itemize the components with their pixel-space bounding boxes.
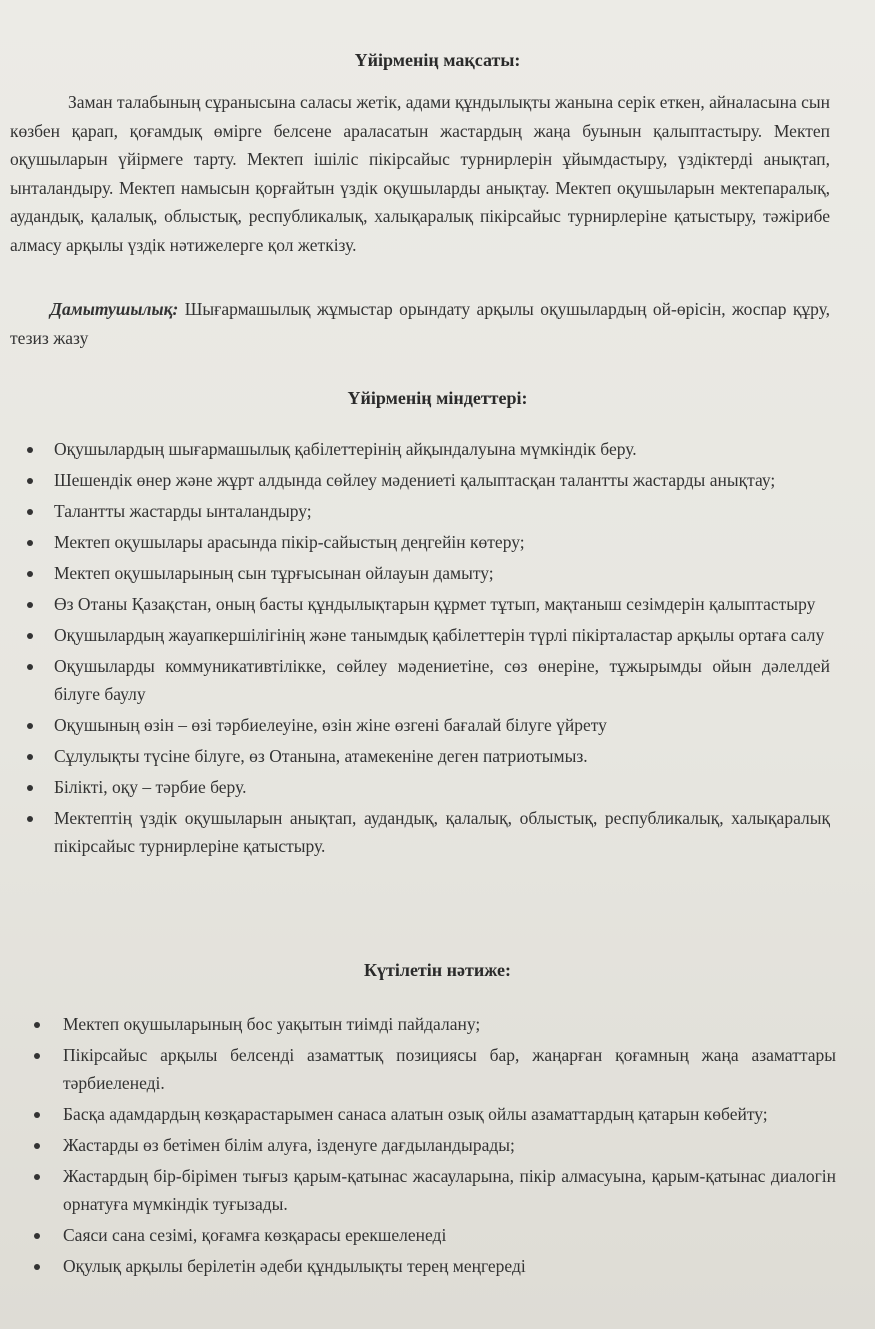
list-item-text: Мектептің үздік оқушыларын анықтап, аудандық, қалалық, облыстық, республикалық, халықаралық пікірсайыс турнирлеріне қатыстыру. — [54, 808, 830, 856]
bullet-icon — [27, 633, 33, 639]
list-item — [0, 804, 830, 860]
development-label: Дамытушылық: — [50, 299, 179, 319]
list-item — [0, 590, 830, 618]
bullet-icon — [27, 602, 33, 608]
development-text: Шығармашылық жұмыстар орындату арқылы оқушылардың ой-өрісін, жоспар құру, тезиз жазу — [10, 299, 831, 348]
list-item-text: Мектеп оқушыларының сын тұрғысынан ойлауын дамыту; — [54, 563, 494, 583]
goal-paragraph: Заман талабының сұранысына саласы жетік, адами құндылықты жанына серік еткен, айналасына сын көзбен қарап, қоғамдық өмірге белсене араласатын жастардың жаңа буынын қалыптастыру. Мектеп оқушыларын үйірмеге тарту. Мектеп ішіліс пікірсайыс турнирлерін ұйымдастыру, үздіктерді анықтап, ынталандыру. Мектеп намысын қорғайтын үздік оқушыларды анықтау. Мектеп оқушыларын мектепаралық, аудандық, қалалық, облыстық, республикалық, халықаралық пікірсайыс турнирлеріне қатыстыру, тәжірибе алмасу арқылы үздік нәтижелерге қол жеткізу. — [10, 92, 830, 255]
development-paragraph — [10, 295, 830, 352]
list-item-text: Басқа адамдардың көзқарастарымен санаса алатын озық ойлы азаматтардың қатарын көбейту; — [63, 1104, 768, 1124]
bullet-icon — [27, 723, 33, 729]
list-item — [0, 1010, 836, 1038]
bullet-icon — [27, 478, 33, 484]
bullet-icon — [34, 1233, 40, 1239]
tasks-heading: Үйірменің міндеттері: — [347, 388, 528, 408]
bullet-icon — [27, 664, 33, 670]
list-item — [0, 1131, 836, 1159]
list-item-text: Оқушыларды коммуникативтілікке, сөйлеу мәдениетіне, сөз өнеріне, тұжырымды ойын дәлелдей білуге баулу — [54, 656, 830, 704]
result-heading: Күтілетін нәтиже: — [363, 960, 512, 980]
list-item — [0, 1041, 836, 1097]
result-list — [0, 1010, 836, 1283]
list-item — [0, 528, 830, 556]
list-item-text: Пікірсайыс арқылы белсенді азаматтық позициясы бар, жаңарған қоғамның жаңа азаматтары тәрбиеленеді. — [63, 1045, 836, 1093]
list-item — [0, 1252, 836, 1280]
bullet-icon — [27, 571, 33, 577]
list-item — [0, 742, 830, 770]
tasks-list — [0, 435, 830, 863]
list-item — [0, 711, 830, 739]
list-item-text: Оқушылардың шығармашылық қабілеттерінің айқындалуына мүмкіндік беру. — [54, 439, 637, 459]
list-item — [0, 1221, 836, 1249]
list-item-text: Оқушының өзін – өзі тәрбиелеуіне, өзін жіне өзгені бағалай білуге үйрету — [54, 715, 607, 735]
list-item-text: Талантты жастарды ынталандыру; — [54, 501, 312, 521]
bullet-icon — [34, 1174, 40, 1180]
list-item-text: Білікті, оқу – тәрбие беру. — [54, 777, 247, 797]
list-item-text: Оқулық арқылы берілетін әдеби құндылықты терең меңгереді — [63, 1256, 526, 1276]
bullet-icon — [34, 1112, 40, 1118]
bullet-icon — [27, 540, 33, 546]
list-item — [0, 559, 830, 587]
bullet-icon — [27, 447, 33, 453]
list-item — [0, 621, 830, 649]
bullet-icon — [27, 754, 33, 760]
list-item-text: Мектеп оқушыларының бос уақытын тиімді пайдалану; — [63, 1014, 481, 1034]
list-item — [0, 1100, 836, 1128]
list-item-text: Өз Отаны Қазақстан, оның басты құндылықтарын құрмет тұтып, мақтаныш сезімдерін қалыптастыру — [54, 594, 816, 614]
list-item-text: Жастарды өз бетімен білім алуға, ізденуге дағдыландырады; — [63, 1135, 515, 1155]
list-item — [0, 1162, 836, 1218]
bullet-icon — [34, 1264, 40, 1270]
list-item — [0, 773, 830, 801]
goal-heading: Үйірменің мақсаты: — [354, 50, 521, 70]
list-item-text: Шешендік өнер және жұрт алдында сөйлеу мәдениеті қалыптасқан талантты жастарды анықтау; — [54, 470, 776, 490]
bullet-icon — [27, 785, 33, 791]
list-item — [0, 435, 830, 463]
bullet-icon — [27, 509, 33, 515]
list-item — [0, 652, 830, 708]
bullet-icon — [27, 816, 33, 822]
list-item — [0, 497, 830, 525]
bullet-icon — [34, 1053, 40, 1059]
list-item-text: Саяси сана сезімі, қоғамға көзқарасы ерекшеленеді — [63, 1225, 447, 1245]
list-item-text: Мектеп оқушылары арасында пікір-сайыстың деңгейін көтеру; — [54, 532, 525, 552]
list-item-text: Сұлулықты түсіне білуге, өз Отанына, атамекеніне деген патриотымыз. — [54, 746, 588, 766]
list-item-text: Оқушылардың жауапкершілігінің және танымдық қабілеттерін түрлі пікірталастар арқылы ортаға салу — [54, 625, 825, 645]
list-item — [0, 466, 830, 494]
bullet-icon — [34, 1143, 40, 1149]
bullet-icon — [34, 1022, 40, 1028]
list-item-text: Жастардың бір-бірімен тығыз қарым-қатынас жасауларына, пікір алмасуына, қарым-қатынас диалогін орнатуға мүмкіндік туғызады. — [63, 1166, 836, 1214]
